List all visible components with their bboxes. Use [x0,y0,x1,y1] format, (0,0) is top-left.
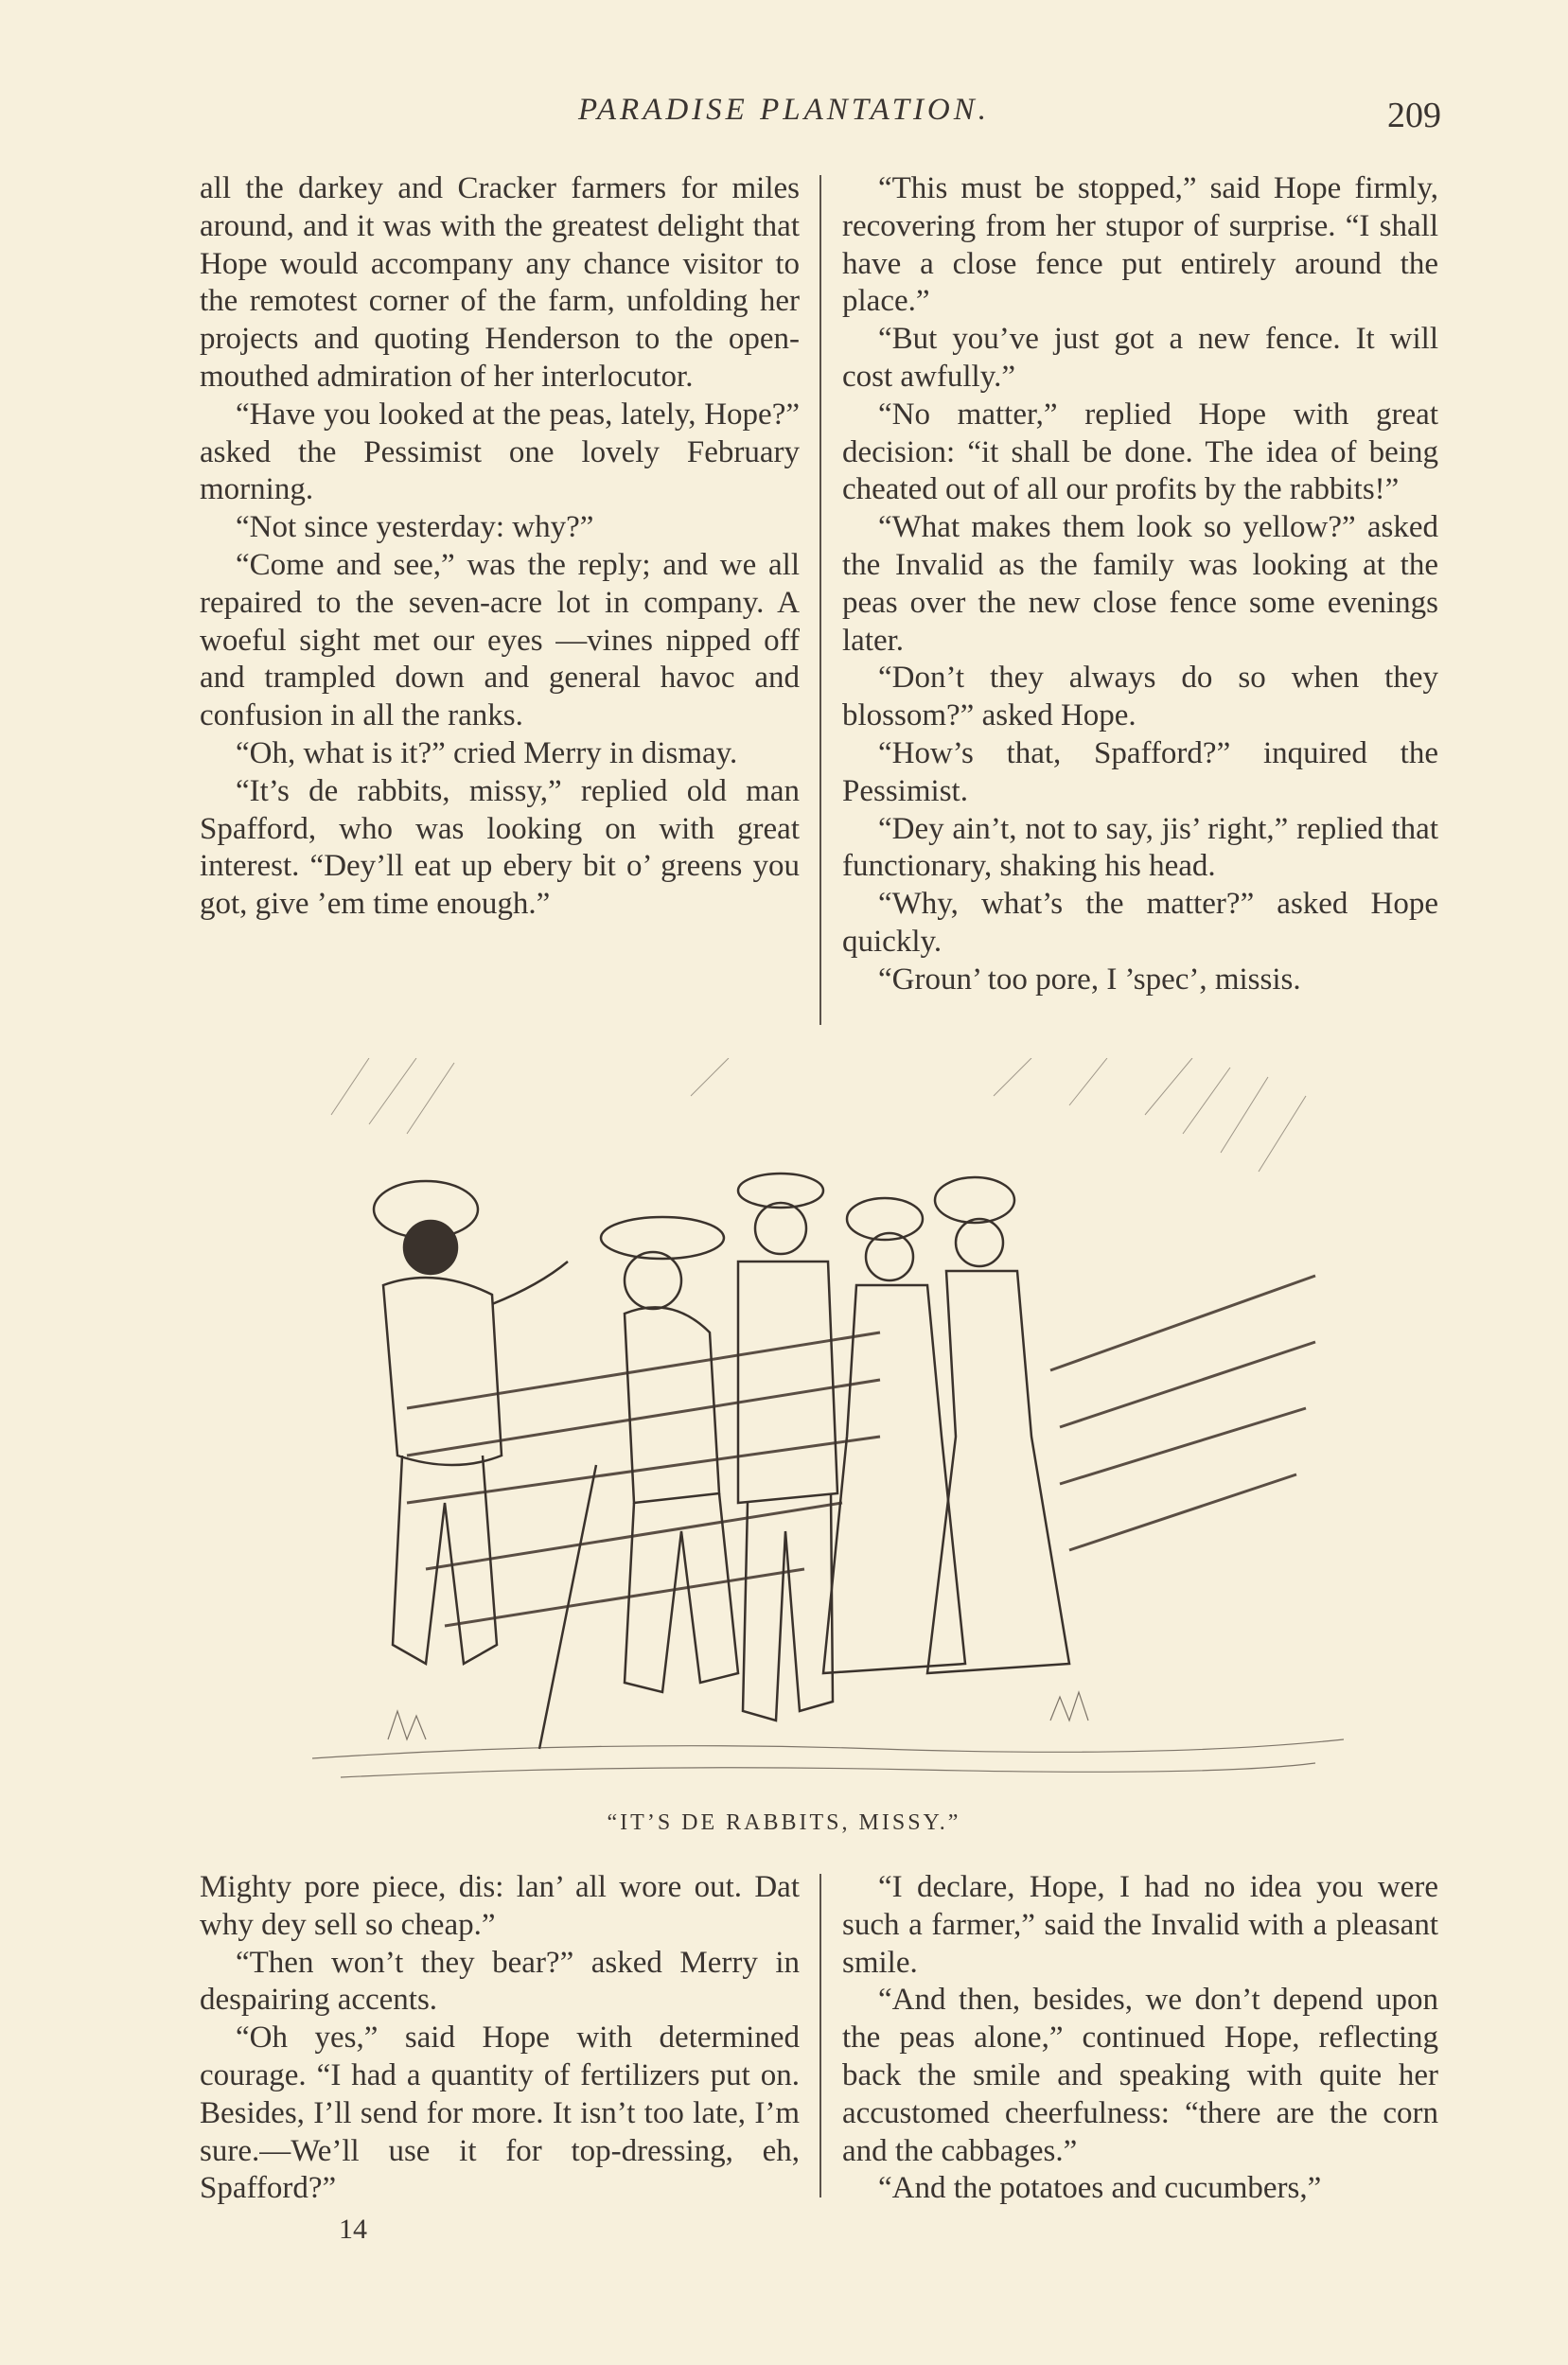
paragraph: “Why, what’s the matter?” asked Hope quickly. [842,887,1438,959]
paragraph: “Groun’ too pore, I ’spec’, missis. [878,962,1301,997]
paragraph: “Come and see,” was the reply; and we all repaired to the seven-acre lot in company. A woeful sight met our eyes —vines nipped off and trampled down and general havoc and confusion in all the ranks. [200,547,800,733]
left-column-bottom [200,1869,800,2208]
paragraph: “This must be stopped,” said Hope firmly, recovering from her stupor of surprise. “I shall have a close fence put entirely around the place.” [842,171,1438,319]
illustration-caption: “IT’S DE RABBITS, MISSY.” [607,1810,961,1835]
paragraph: “I declare, Hope, I had no idea you were such a farmer,” said the Invalid with a pleasant smile. [842,1870,1438,1980]
paragraph: “Dey ain’t, not to say, jis’ right,” replied that functionary, shaking his head. [842,811,1438,884]
column-rule-top [819,175,821,1025]
right-column-top [842,170,1438,999]
paragraph: “It’s de rabbits, missy,” replied old man Spafford, who was looking on with great interest. “Dey’ll eat up ebery bit o’ greens you got, give ’em time enough.” [200,773,800,922]
paragraph: “Have you looked at the peas, lately, Hope?” asked the Pessimist one lovely February morning. [200,397,800,507]
paragraph: “Oh yes,” said Hope with determined courage. “I had a quantity of fertilizers put on. Besides, I’ll send for more. It isn’t too late, I’m sure.—We’ll use it for top-dressing, eh, Spafford?” [200,2021,800,2206]
paragraph: “Not since yesterday: why?” [236,510,594,545]
right-column-bottom [842,1869,1438,2208]
paragraph: “No matter,” replied Hope with great decision: “it shall be done. The idea of being cheated out of all our profits by the rabbits!” [842,397,1438,507]
paragraph: “Oh, what is it?” cried Merry in dismay. [236,735,738,770]
paragraph: “And the potatoes and cucumbers,” [878,2171,1322,2206]
page-number: 209 [1387,96,1441,135]
paragraph: “Then won’t they bear?” asked Merry in despairing accents. [200,1945,800,2018]
column-rule-bottom [819,1874,821,2197]
paragraph: “But you’ve just got a new fence. It will cost awfully.” [842,322,1438,394]
paragraph: Mighty pore piece, dis: lan’ all wore out. Dat why dey sell so cheap.” [200,1870,800,1942]
signature-mark: 14 [339,2214,367,2245]
illustration-rabbits-missy [312,1058,1344,1810]
paragraph: “How’s that, Spafford?” inquired the Pessimist. [842,735,1438,808]
left-column-top [200,170,800,924]
paragraph: all the darkey and Cracker farmers for miles around, and it was with the greatest delight that Hope would accompany any chance visitor to the remotest corner of the farm, unfolding her projects and quoting Henderson to the open-mouthed admiration of her interlocutor. [200,171,800,394]
paragraph: “And then, besides, we don’t depend upon the peas alone,” continued Hope, reflecting back the smile and speaking with quite her accustomed cheerfulness: “there are the corn and the cabbages.” [842,1983,1438,2168]
running-head: PARADISE PLANTATION. [577,93,991,127]
paragraph: “Don’t they always do so when they blossom?” asked Hope. [842,661,1438,733]
paragraph: “What makes them look so yellow?” asked the Invalid as the family was looking at the peas over the new close fence some evenings later. [842,510,1438,658]
